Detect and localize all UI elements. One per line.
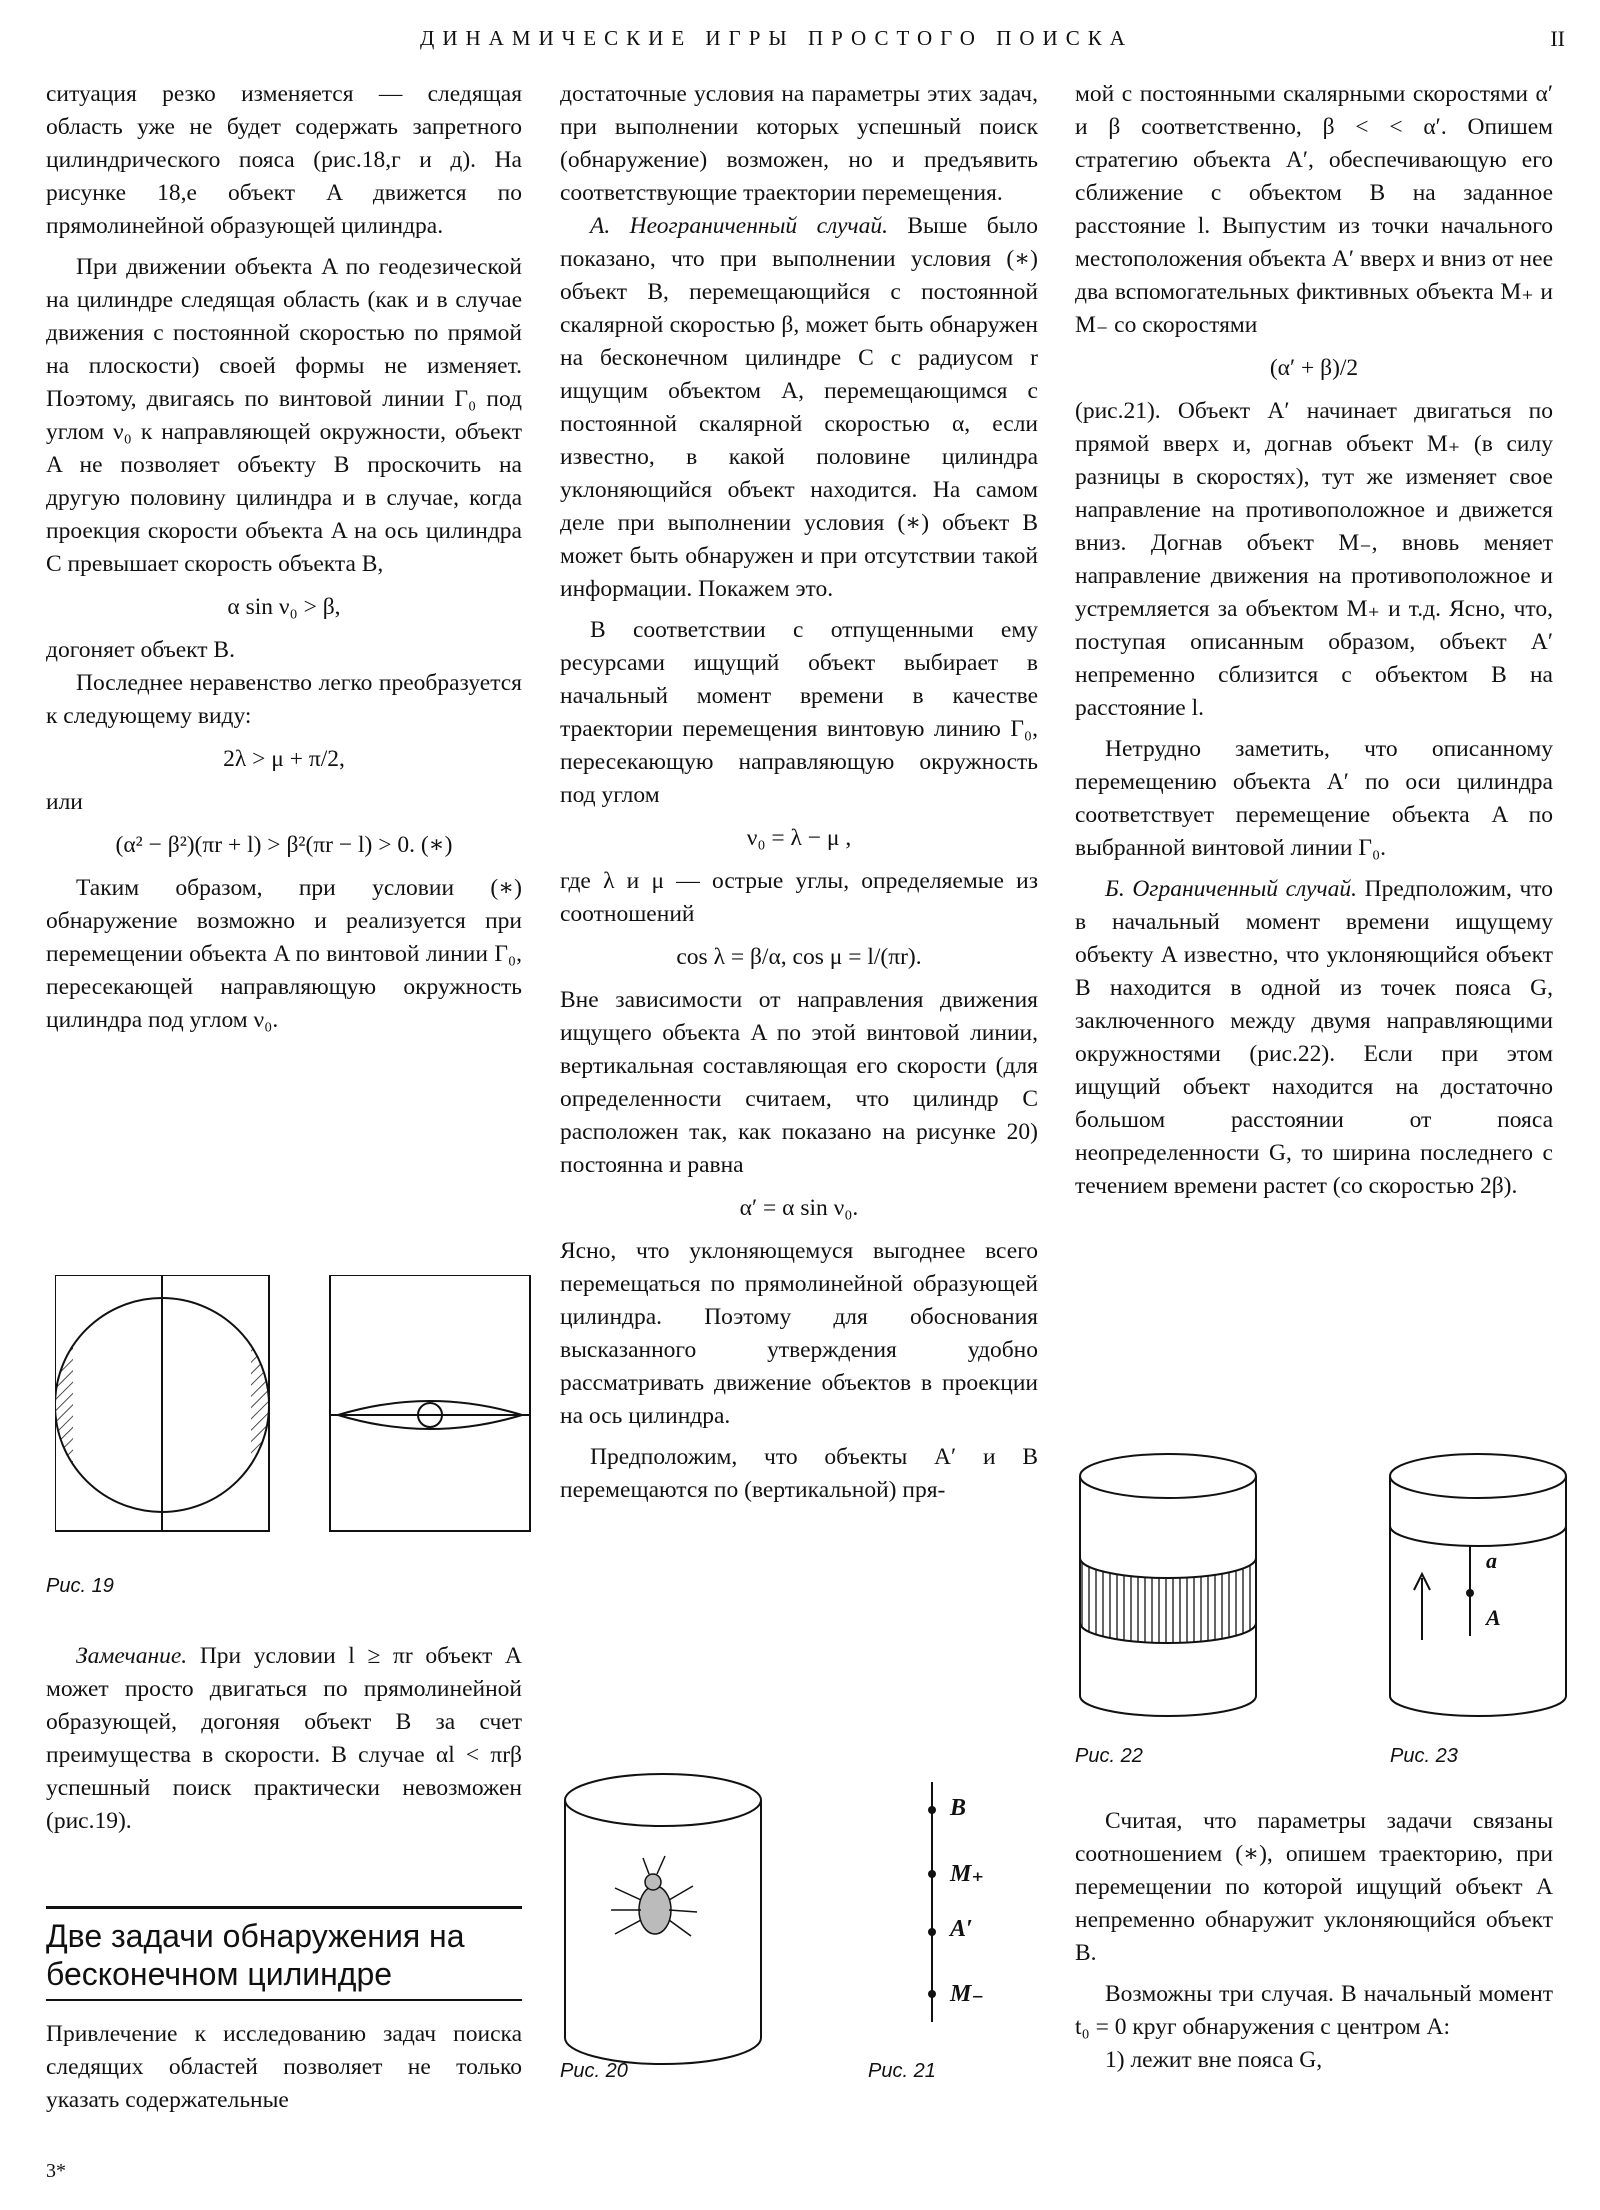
column-1 xyxy=(46,78,522,1037)
subsection-label: Б. Ограниченный случай. xyxy=(1105,876,1357,902)
section-heading: Две задачи обнаружения на бесконечном цилиндре xyxy=(46,1906,522,2001)
paragraph: Предположим, что объекты A′ и B перемещаются по (вертикальной) пря- xyxy=(560,1444,1038,1503)
paragraph: где λ и μ — острые углы, определяемые из соотношений xyxy=(560,868,1038,927)
formula: cos λ = β/α, cos μ = l/(πr). xyxy=(676,944,922,970)
formula: (α² − β²)(πr + l) > β²(πr − l) > 0. (∗) xyxy=(115,832,453,858)
figure-23-caption: Рис. 23 xyxy=(1390,1745,1458,1767)
running-title: ДИНАМИЧЕСКИЕ ИГРЫ ПРОСТОГО ПОИСКА xyxy=(420,26,1133,50)
figure-19-caption: Рис. 19 xyxy=(46,1575,114,1597)
label-A: A xyxy=(1486,1605,1501,1630)
figure-20 xyxy=(555,1770,785,2080)
label-M-minus: M₋ xyxy=(950,1981,985,2007)
column-1-bottom xyxy=(46,2018,522,2117)
column-2 xyxy=(560,78,1038,1507)
paragraph: Таким образом, при условии (∗) обнаружение возможно и реализуется при перемещении объекта A по винтовой линии Γ₀, пересекающей направляющую окружность цилиндра под углом ν₀. xyxy=(46,875,522,1033)
label-M-plus: M₊ xyxy=(950,1861,985,1887)
signature-mark: 3* xyxy=(46,2160,66,2182)
formula: ν₀ = λ − μ , xyxy=(746,825,852,851)
paragraph: Ясно, что уклоняющемуся выгоднее всего перемещаться по прямолинейной образующей цилиндра. Поэтому для обоснования высказанного утверждения удобно рассматривать движение объектов в проекции на ось цилиндра. xyxy=(560,1238,1038,1429)
column-3-bottom xyxy=(1075,1805,1553,2077)
paragraph: При движении объекта A по геодезической на цилиндре следящая область (как и в случае движения с постоянной скоростью по прямой на плоскости) своей формы не изменяет. Поэтому, двигаясь по винтовой линии Γ₀ под углом ν₀ к направляющей окружности, объект A не позволяет объекту B проскочить на другую половину цилиндра и в случае, когда проекция скорости объекта A на ось цилиндра C превышает скорость объекта B, xyxy=(46,254,522,577)
paragraph: ситуация резко изменяется — следящая область уже не будет содержать запретного цилиндрического пояса (рис.18,г и д). На рисунке 18,е объект A движется по прямолинейной образующей цилиндра. xyxy=(46,81,522,239)
label-B: B xyxy=(950,1795,967,1821)
paragraph: Возможны три случая. В начальный момент t₀ = 0 круг обнаружения с центром A: xyxy=(1075,1981,1553,2040)
paragraph: достаточные условия на параметры этих задач, при выполнении которых успешный поиск (обнаружение) возможен, но и предъявить соответствующие траектории перемещения. xyxy=(560,81,1038,206)
paragraph: Считая, что параметры задачи связаны соотношением (∗), опишем траекторию, при перемещении по которой ищущий объект A непременно обнаружит уклоняющийся объект B. xyxy=(1075,1808,1553,1966)
paragraph: В соответствии с отпущенными ему ресурсами ищущий объект выбирает в начальный момент времени в качестве траектории перемещения винтовую линию Γ₀, пересекающую направляющую окружность под углом xyxy=(560,617,1038,808)
remark xyxy=(46,1640,522,1838)
page-number: II xyxy=(1550,26,1565,51)
figure-20-caption: Рис. 20 xyxy=(560,2060,628,2082)
paragraph: или xyxy=(46,789,83,815)
remark-label: Замечание. xyxy=(76,1643,188,1669)
paragraph: Последнее неравенство легко преобразуется к следующему виду: xyxy=(46,670,522,729)
paragraph: Нетрудно заметить, что описанному перемещению объекта A′ по оси цилиндра соответствует перемещение объекта A по выбранной винтовой линии Γ₀. xyxy=(1075,736,1553,861)
figure-19 xyxy=(55,1275,535,1535)
spider-icon xyxy=(611,1856,697,1936)
label-A-prime: A′ xyxy=(950,1916,973,1942)
formula: α′ = α sin ν₀. xyxy=(739,1195,859,1221)
paragraph: Выше было показано, что при выполнении условия (∗) объект B, перемещающийся с постоянной скалярной скоростью β, может быть обнаружен на бесконечном цилиндре C с радиусом r ищущим объектом A, перемещающимся с постоянной скалярной скоростью α, если известно, в какой половине цилиндра уклоняющийся объект находится. На самом деле при выполнении условия (∗) объект B может быть обнаружен и при отсутствии такой информации. Покажем это. xyxy=(560,213,1038,602)
formula: (α′ + β)/2 xyxy=(1269,355,1359,381)
paragraph: Привлечение к исследованию задач поиска следящих областей позволяет не только указать содержательные xyxy=(46,2021,522,2113)
figure-22-caption: Рис. 22 xyxy=(1075,1745,1143,1767)
formula: 2λ > μ + π/2, xyxy=(223,746,345,772)
figure-23 xyxy=(1382,1448,1572,1718)
paragraph: догоняет объект B. xyxy=(46,637,235,663)
label-a: a xyxy=(1486,1548,1497,1573)
remark-text: При условии l ≥ πr объект A может просто двигаться по прямолинейной образующей, догоняя объект B за счет преимущества в скорости. В случае αl < πrβ успешный поиск практически невозможен (рис.19). xyxy=(46,1643,523,1834)
paragraph: Вне зависимости от направления движения ищущего объекта A по этой винтовой линии, вертикальная составляющая его скорости (для определенности считаем, что цилиндр C расположен так, как показано на рисунке 20) постоянна и равна xyxy=(560,987,1038,1178)
paragraph: мой с постоянными скалярными скоростями α′ и β соответственно, β < < α′. Опишем стратегию объекта A′, обеспечивающую его сближение с объектом B на заданное расстояние l. Выпустим из точки начального местоположения объекта A′ вверх и вниз от нее два вспомогательных фиктивных объекта M₊ и M₋ со скоростями xyxy=(1075,81,1553,338)
paragraph: Предположим, что в начальный момент времени ищущему объекту A известно, что уклоняющийся объект B находится в одной из точек пояса G, заключенного между двумя направляющими окружностями (рис.22). Если при этом ищущий объект находится на достаточно большом расстоянии от пояса неопределенности G, то ширина последнего с течением времени растет (со скоростью 2β). xyxy=(1075,876,1554,1199)
paragraph: 1) лежит вне пояса G, xyxy=(1105,2047,1323,2073)
formula: α sin ν₀ > β, xyxy=(227,594,341,620)
paragraph: (рис.21). Объект A′ начинает двигаться по прямой вверх и, догнав объект M₊ (в силу разницы в скоростях), тут же изменяет свое направление на противоположное и движется вниз. Догнав объект M₋, вновь меняет направление движения на противоположное и устремляется за объектом M₊ и т.д. Ясно, что, поступая описанным образом, объект A′ непременно сблизится с объектом B на расстояние l. xyxy=(1075,398,1553,721)
subsection-label: А. Неограниченный случай. xyxy=(590,213,888,239)
column-3 xyxy=(1075,78,1553,1203)
figure-22 xyxy=(1072,1448,1262,1718)
figure-21-caption: Рис. 21 xyxy=(868,2060,936,2082)
